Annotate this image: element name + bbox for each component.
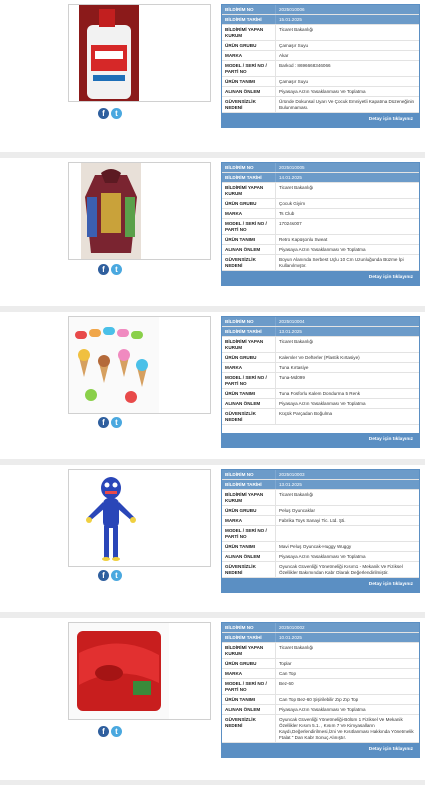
measure-label: ALINAN ÖNLEM xyxy=(222,552,276,561)
product-group-row xyxy=(222,199,419,209)
measure-row xyxy=(222,399,419,409)
notice-no-row xyxy=(222,163,419,173)
notice-date-row xyxy=(222,633,419,643)
model-label: MODEL / SERİ NO / PARTİ NO xyxy=(222,373,276,388)
facebook-icon[interactable]: f xyxy=(98,264,109,275)
notice-date-value: 15.01.2025 xyxy=(279,16,302,22)
authority-label: BİLDİRİMİ YAPAN KURUM xyxy=(222,183,276,198)
safety-reason-row xyxy=(222,255,419,271)
notice-no-value: 2025010005 xyxy=(279,164,305,170)
details-link[interactable]: Detay için tıklayınız xyxy=(222,433,419,447)
brand-row xyxy=(222,51,419,61)
product-group-row xyxy=(222,659,419,669)
product-card xyxy=(0,158,425,306)
product-image-frame[interactable] xyxy=(68,469,211,567)
authority-row xyxy=(222,25,419,41)
notice-table xyxy=(221,316,420,448)
model-row xyxy=(222,219,419,235)
share-icons xyxy=(98,264,128,278)
product-group-label: ÜRÜN GRUBU xyxy=(222,41,276,50)
product-description-row xyxy=(222,542,419,552)
notice-date-label: BİLDİRİM TARİHİ xyxy=(222,480,276,489)
brand-value: Ts Club xyxy=(279,210,295,216)
brand-label: MARKA xyxy=(222,669,276,678)
measure-row xyxy=(222,552,419,562)
twitter-icon[interactable]: t xyxy=(111,264,122,275)
details-link[interactable]: Detay için tıklayınız xyxy=(222,743,419,757)
notice-no-row xyxy=(222,317,419,327)
measure-label: ALINAN ÖNLEM xyxy=(222,399,276,408)
notice-no-label: BİLDİRİM NO xyxy=(222,163,276,172)
safety-reason-row xyxy=(222,715,419,743)
measure-value: Piyasaya Arzın Yasaklanması Ve Toplatma xyxy=(279,246,366,252)
authority-label: BİLDİRİMİ YAPAN KURUM xyxy=(222,337,276,352)
safety-reason-value: Oyuncak Güvenliği Yönetmeliği Kısım1 - Mekanik Ve Fiziksel Özellikler Bakımından Kabr Olarak Değerlendirilmiştir. xyxy=(279,563,403,575)
notice-date-row xyxy=(222,15,419,25)
brand-row xyxy=(222,516,419,526)
product-group-value: Çocuk Giyim xyxy=(279,200,306,206)
notice-date-label: BİLDİRİM TARİHİ xyxy=(222,327,276,336)
product-image-frame[interactable] xyxy=(68,622,211,720)
brand-row xyxy=(222,363,419,373)
product-card xyxy=(0,618,425,780)
product-group-label: ÜRÜN GRUBU xyxy=(222,506,276,515)
model-value: 17024s007 xyxy=(279,220,302,226)
product-description-value: Tuna Fosforlu Kalem Dondurma 5 Renk xyxy=(279,390,361,396)
brand-label: MARKA xyxy=(222,51,276,60)
authority-label: BİLDİRİMİ YAPAN KURUM xyxy=(222,25,276,40)
product-photo[interactable] xyxy=(79,5,139,101)
authority-value: Ticaret Bakanlığı xyxy=(279,491,314,497)
measure-value: Piyasaya Arzın Yasaklanması Ve Toplatma xyxy=(279,400,366,406)
notice-date-label: BİLDİRİM TARİHİ xyxy=(222,15,276,24)
notice-date-row xyxy=(222,480,419,490)
brand-label: MARKA xyxy=(222,209,276,218)
product-photo[interactable] xyxy=(69,317,159,413)
product-card xyxy=(0,0,425,152)
product-group-label: ÜRÜN GRUBU xyxy=(222,199,276,208)
product-group-value: Toplar xyxy=(279,660,292,666)
safety-reason-label: GÜVENSİZLİK NEDENİ xyxy=(222,409,276,424)
product-description-value: Can Top Bez-60 Şişirilebilir Zıp Zıp Top xyxy=(279,696,359,702)
safety-reason-label: GÜVENSİZLİK NEDENİ xyxy=(222,562,276,577)
notice-date-value: 10.01.2025 xyxy=(279,634,302,640)
authority-label: BİLDİRİMİ YAPAN KURUM xyxy=(222,490,276,505)
product-group-row xyxy=(222,41,419,51)
notice-date-label: BİLDİRİM TARİHİ xyxy=(222,173,276,182)
model-row xyxy=(222,373,419,389)
product-group-value: Peluş Oyuncaklar xyxy=(279,507,316,513)
brand-row xyxy=(222,209,419,219)
authority-value: Ticaret Bakanlığı xyxy=(279,338,314,344)
product-group-row xyxy=(222,353,419,363)
authority-value: Ticaret Bakanlığı xyxy=(279,26,314,32)
product-description-label: ÜRÜN TANIMI xyxy=(222,389,276,398)
model-row xyxy=(222,61,419,77)
product-photo[interactable] xyxy=(81,470,141,566)
safety-reason-label: GÜVENSİZLİK NEDENİ xyxy=(222,97,276,112)
product-description-label: ÜRÜN TANIMI xyxy=(222,542,276,551)
notice-date-row xyxy=(222,173,419,183)
share-icons xyxy=(98,417,128,431)
product-description-row xyxy=(222,389,419,399)
product-image-frame[interactable] xyxy=(68,316,211,414)
safety-reason-value: Boyun Alanında Serbest Uçlu 10 Cm Uzunluğunda Büzme İpi Kullanılmıştır. xyxy=(279,256,404,268)
facebook-icon[interactable]: f xyxy=(98,570,109,581)
notice-table xyxy=(221,162,420,286)
model-value: Tuna-Md099 xyxy=(279,374,305,380)
notice-no-row xyxy=(222,5,419,15)
notice-no-label: BİLDİRİM NO xyxy=(222,5,276,14)
product-description-value: Çamaşır Suyu xyxy=(279,78,309,84)
facebook-icon[interactable]: f xyxy=(98,726,109,737)
brand-value: Fabrika Toys Sanayi Tic. Ltd. Şti. xyxy=(279,517,346,523)
product-group-row xyxy=(222,506,419,516)
model-value xyxy=(276,526,419,541)
notice-no-row xyxy=(222,623,419,633)
twitter-icon[interactable]: t xyxy=(111,108,122,119)
measure-value: Piyasaya Arzın Yasaklanması Ve Toplatma xyxy=(279,553,366,559)
notice-date-label: BİLDİRİM TARİHİ xyxy=(222,633,276,642)
product-photo[interactable] xyxy=(81,163,141,259)
notice-date-value: 13.01.2025 xyxy=(279,481,302,487)
brand-label: MARKA xyxy=(222,516,276,525)
safety-reason-row xyxy=(222,97,419,113)
notice-no-row xyxy=(222,470,419,480)
details-link[interactable]: Detay için tıklayınız xyxy=(222,113,419,127)
product-description-label: ÜRÜN TANIMI xyxy=(222,77,276,86)
product-description-label: ÜRÜN TANIMI xyxy=(222,235,276,244)
product-group-value: Çamaşır Suyu xyxy=(279,42,309,48)
safety-reason-row xyxy=(222,409,419,425)
notice-table xyxy=(221,4,420,128)
model-label: MODEL / SERİ NO / PARTİ NO xyxy=(222,219,276,234)
safety-reason-value: Oyuncak Güvenliği Yönetmeliği-Bölüm 1 Fiziksel Ve Mekanik Özellikler Kısım 5.1. , Kısım 7 Ve Kimyasalların Kaydı,Değerlendirilmesi,İzni Ve Kısıtlanması Hakkında Yönetmelik Ftalat " Dan Kabr Sonuç Alınıştır. xyxy=(279,716,414,740)
safety-reason-row xyxy=(222,562,419,578)
notice-no-value: 2025010004 xyxy=(279,318,305,324)
authority-row xyxy=(222,183,419,199)
authority-row xyxy=(222,643,419,659)
notice-date-value: 13.01.2025 xyxy=(279,328,302,334)
facebook-icon[interactable]: f xyxy=(98,108,109,119)
notice-date-value: 14.01.2025 xyxy=(279,174,302,180)
product-group-value: Kalemler Ve Defterler (Plastik Kırtasiye) xyxy=(279,354,360,360)
model-label: MODEL / SERİ NO / PARTİ NO xyxy=(222,679,276,694)
measure-value: Piyasaya Arzın Yasaklanması Ve Toplatma xyxy=(279,706,366,712)
notice-no-value: 2025010006 xyxy=(279,6,305,12)
measure-row xyxy=(222,87,419,97)
notice-no-label: BİLDİRİM NO xyxy=(222,317,276,326)
twitter-icon[interactable]: t xyxy=(111,570,122,581)
product-card xyxy=(0,465,425,612)
product-photo[interactable] xyxy=(69,623,169,719)
notice-no-label: BİLDİRİM NO xyxy=(222,623,276,632)
product-description-row xyxy=(222,235,419,245)
details-link[interactable]: Detay için tıklayınız xyxy=(222,578,419,592)
safety-reason-value: Küçük Parçadan Boğulma xyxy=(279,410,333,416)
safety-reason-value: Üründe Dokunsal Uyarı Ve Çocuk Emniyetli Kapatma Düzeneğinin Bulunmaması. xyxy=(279,98,415,110)
measure-value: Piyasaya Arzın Yasaklanması Ve Toplatma xyxy=(279,88,366,94)
notice-no-value: 2025010003 xyxy=(279,471,305,477)
measure-row xyxy=(222,245,419,255)
safety-reason-label: GÜVENSİZLİK NEDENİ xyxy=(222,255,276,270)
product-description-label: ÜRÜN TANIMI xyxy=(222,695,276,704)
share-icons xyxy=(98,570,128,584)
safety-reason-label: GÜVENSİZLİK NEDENİ xyxy=(222,715,276,742)
product-group-label: ÜRÜN GRUBU xyxy=(222,353,276,362)
brand-value: Tuna Kırtasiye xyxy=(279,364,309,370)
notice-no-value: 2025010002 xyxy=(279,624,305,630)
measure-label: ALINAN ÖNLEM xyxy=(222,87,276,96)
notice-table xyxy=(221,469,420,593)
model-row xyxy=(222,679,419,695)
brand-value: Akar xyxy=(279,52,289,58)
share-icons xyxy=(98,108,128,122)
notice-no-label: BİLDİRİM NO xyxy=(222,470,276,479)
product-image-frame[interactable] xyxy=(68,162,211,260)
authority-value: Ticaret Bakanlığı xyxy=(279,184,314,190)
measure-label: ALINAN ÖNLEM xyxy=(222,245,276,254)
model-value: Barkod : 8696668346066 xyxy=(279,62,331,68)
twitter-icon[interactable]: t xyxy=(111,417,122,428)
product-description-value: Mavi Peluş Oyuncak-Huggy Wuggy xyxy=(279,543,352,549)
brand-row xyxy=(222,669,419,679)
product-group-label: ÜRÜN GRUBU xyxy=(222,659,276,668)
twitter-icon[interactable]: t xyxy=(111,726,122,737)
product-description-row xyxy=(222,695,419,705)
share-icons xyxy=(98,726,128,740)
model-label: MODEL / SERİ NO / PARTİ NO xyxy=(222,61,276,76)
measure-row xyxy=(222,705,419,715)
brand-value: Can Top xyxy=(279,670,297,676)
model-row xyxy=(222,526,419,542)
product-description-row xyxy=(222,77,419,87)
notice-date-row xyxy=(222,327,419,337)
product-description-value: Retro Kapüşonlu Sweat xyxy=(279,236,328,242)
details-link[interactable]: Detay için tıklayınız xyxy=(222,271,419,285)
authority-row xyxy=(222,337,419,353)
facebook-icon[interactable]: f xyxy=(98,417,109,428)
brand-label: MARKA xyxy=(222,363,276,372)
authority-value: Ticaret Bakanlığı xyxy=(279,644,314,650)
model-value: Bez-60 xyxy=(279,680,294,686)
notice-table xyxy=(221,622,420,758)
authority-label: BİLDİRİMİ YAPAN KURUM xyxy=(222,643,276,658)
product-image-frame[interactable] xyxy=(68,4,211,102)
model-label: MODEL / SERİ NO / PARTİ NO xyxy=(222,526,276,541)
authority-row xyxy=(222,490,419,506)
product-card xyxy=(0,312,425,459)
measure-label: ALINAN ÖNLEM xyxy=(222,705,276,714)
